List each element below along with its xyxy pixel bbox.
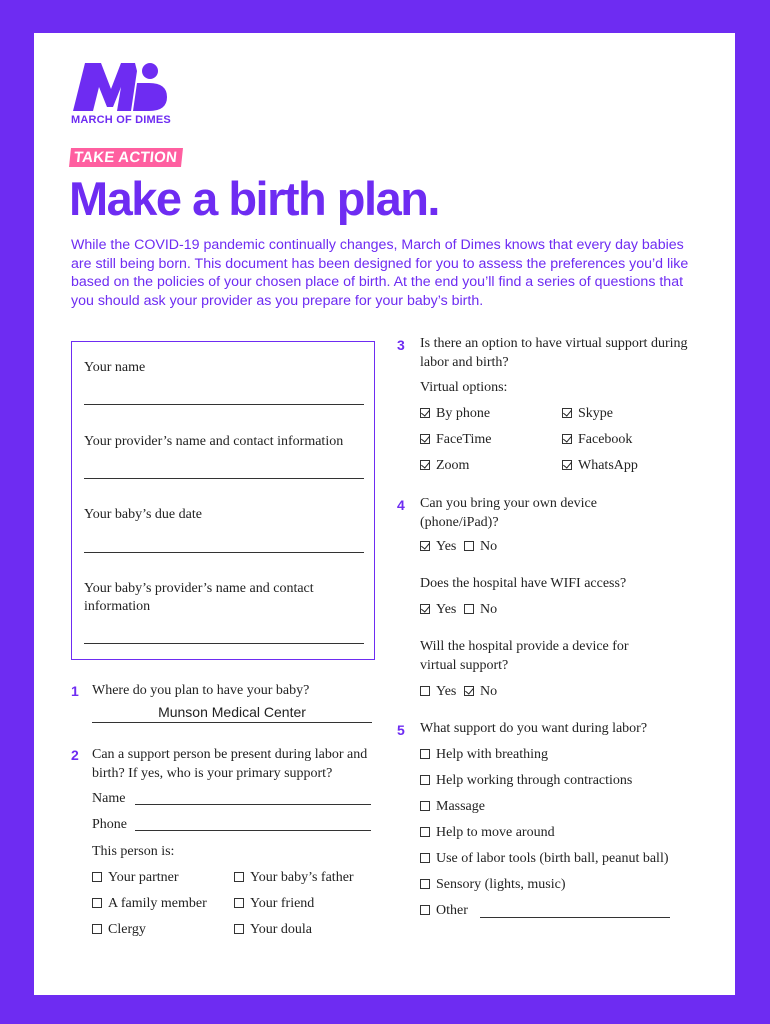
q2-phone-field[interactable] <box>135 830 371 831</box>
q2-option-father[interactable]: Your baby’s father <box>234 869 354 887</box>
q3-text: Is there an option to have virtual support during labor and birth? <box>420 336 688 370</box>
checked-checkbox-icon[interactable] <box>420 604 430 614</box>
q5-option-other[interactable]: Other <box>420 902 468 920</box>
q2-option-family[interactable]: A family member <box>92 895 207 913</box>
checked-checkbox-icon[interactable] <box>420 541 430 551</box>
checked-checkbox-icon[interactable] <box>420 460 430 470</box>
q2-number: 2 <box>71 747 79 763</box>
form-page <box>34 33 735 995</box>
q5-option-move[interactable]: Help to move around <box>420 824 555 842</box>
q5-option-sensory[interactable]: Sensory (lights, music) <box>420 876 566 894</box>
q4-wifi-no[interactable]: No <box>464 601 497 619</box>
q2-name-field[interactable] <box>135 804 371 805</box>
q2-phone-label: Phone <box>92 817 127 832</box>
brand-name: MARCH OF DIMES <box>71 114 171 126</box>
provider-field[interactable] <box>84 478 364 479</box>
provider-label: Your provider’s name and contact information <box>84 434 344 449</box>
q3-option-whatsapp[interactable]: WhatsApp <box>562 457 638 475</box>
baby-provider-field[interactable] <box>84 643 364 644</box>
q5-number: 5 <box>397 722 405 738</box>
q4-wifi-text: Does the hospital have WIFI access? <box>420 576 627 591</box>
q2-option-clergy[interactable]: Clergy <box>92 921 146 939</box>
checked-checkbox-icon[interactable] <box>562 434 572 444</box>
baby-provider-label: Your baby’s provider’s name and contact information <box>84 581 314 614</box>
q2-option-friend[interactable]: Your friend <box>234 895 314 913</box>
q4-wifi-yes[interactable]: Yes <box>420 601 456 619</box>
checked-checkbox-icon[interactable] <box>464 686 474 696</box>
q5-option-contractions[interactable]: Help working through contractions <box>420 772 632 790</box>
checkbox-icon[interactable] <box>420 801 430 811</box>
contact-info-box <box>71 341 375 660</box>
q1-text: Where do you plan to have your baby? <box>92 683 310 698</box>
checkbox-icon[interactable] <box>234 872 244 882</box>
q4-provided-yes[interactable]: Yes <box>420 683 456 701</box>
your-name-label: Your name <box>84 360 146 375</box>
q3-virtual-label: Virtual options: <box>420 380 508 395</box>
checkbox-icon[interactable] <box>420 827 430 837</box>
q3-option-facebook[interactable]: Facebook <box>562 431 632 449</box>
due-date-field[interactable] <box>84 552 364 553</box>
q4-device-provided-text: Will the hospital provide a device for virtual support? <box>420 639 629 673</box>
checkbox-icon[interactable] <box>92 924 102 934</box>
q4-provided-no[interactable]: No <box>464 683 497 701</box>
checkbox-icon[interactable] <box>464 604 474 614</box>
q4-device-no[interactable]: No <box>464 538 497 556</box>
q1-number: 1 <box>71 683 79 699</box>
q4-device-yes[interactable]: Yes <box>420 538 456 556</box>
checkbox-icon[interactable] <box>420 879 430 889</box>
q4-text: Can you bring your own device (phone/iPad)? <box>420 496 597 530</box>
checkbox-icon[interactable] <box>234 898 244 908</box>
q2-text: Can a support person be present during labor and birth? If yes, who is your primary support? <box>92 747 368 781</box>
q2-person-label: This person is: <box>92 844 175 859</box>
checked-checkbox-icon[interactable] <box>420 434 430 444</box>
due-date-label: Your baby’s due date <box>84 507 202 522</box>
q2-option-partner[interactable]: Your partner <box>92 869 179 887</box>
checked-checkbox-icon[interactable] <box>420 408 430 418</box>
checkbox-icon[interactable] <box>420 749 430 759</box>
checkbox-icon[interactable] <box>464 541 474 551</box>
checkbox-icon[interactable] <box>420 775 430 785</box>
q3-option-facetime[interactable]: FaceTime <box>420 431 491 449</box>
q3-option-zoom[interactable]: Zoom <box>420 457 469 475</box>
take-action-tag: TAKE ACTION <box>69 148 183 167</box>
page-title: Make a birth plan. <box>69 172 439 225</box>
q5-other-field[interactable] <box>480 917 670 918</box>
q2-name-label: Name <box>92 791 126 806</box>
q1-answer-line <box>92 722 372 723</box>
checkbox-icon[interactable] <box>420 853 430 863</box>
checkbox-icon[interactable] <box>234 924 244 934</box>
q3-option-phone[interactable]: By phone <box>420 405 490 423</box>
q1-answer[interactable]: Munson Medical Center <box>158 704 306 720</box>
checkbox-icon[interactable] <box>420 686 430 696</box>
q3-option-skype[interactable]: Skype <box>562 405 613 423</box>
checkbox-icon[interactable] <box>92 898 102 908</box>
checkbox-icon[interactable] <box>420 905 430 915</box>
q5-text: What support do you want during labor? <box>420 721 648 736</box>
q5-option-massage[interactable]: Massage <box>420 798 485 816</box>
checkbox-icon[interactable] <box>92 872 102 882</box>
q3-number: 3 <box>397 337 405 353</box>
q5-option-breathing[interactable]: Help with breathing <box>420 746 548 764</box>
q4-number: 4 <box>397 497 405 513</box>
q2-option-doula[interactable]: Your doula <box>234 921 312 939</box>
q5-option-labor-tools[interactable]: Use of labor tools (birth ball, peanut ball) <box>420 850 669 868</box>
your-name-field[interactable] <box>84 404 364 405</box>
intro-text: While the COVID-19 pandemic continually changes, March of Dimes knows that every day babies are still being born. This document has been designed for you to assess the preferences you’d like based on the policies of your chosen place of birth. At the end you’ll find a series of questions that you should ask your provider as you prepare for your baby’s birth. <box>71 237 689 309</box>
checked-checkbox-icon[interactable] <box>562 408 572 418</box>
checked-checkbox-icon[interactable] <box>562 460 572 470</box>
